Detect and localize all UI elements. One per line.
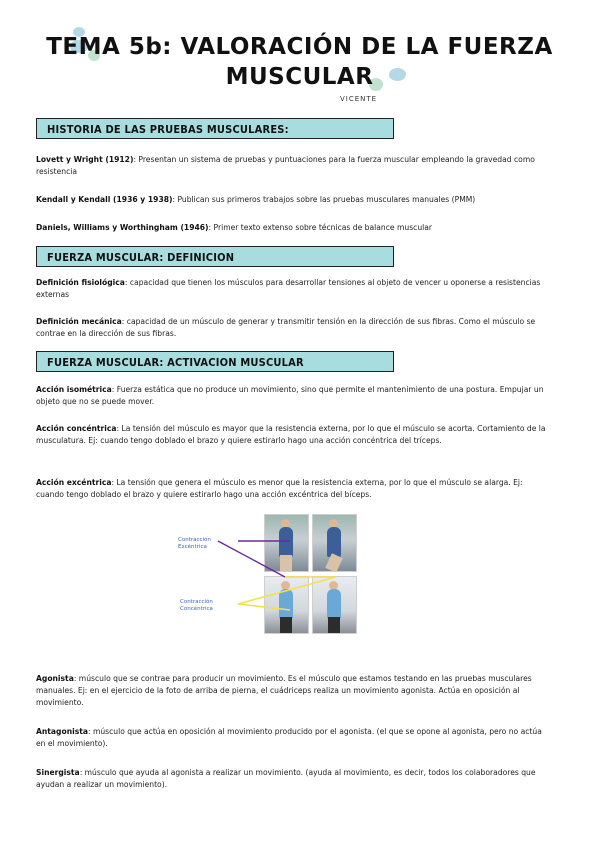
item-term: Sinergista	[36, 768, 80, 777]
item-term: Definición fisiológica	[36, 278, 125, 287]
item-text: : Presentan un sistema de pruebas y puntuaciones para la fuerza muscular empleando la gravedad como resistencia	[36, 155, 535, 176]
item-term: Acción isométrica	[36, 385, 112, 394]
list-item	[36, 194, 548, 206]
item-text: : músculo que ayuda al agonista a realizar un movimiento. (ayuda al movimiento, es decir, todos los colaboradores que ayudan a realizar un movimiento).	[36, 768, 536, 789]
item-text: : capacidad que tienen los músculos para desarrollar tensiones al objeto de vencer u oponerse a resistencias externas	[36, 278, 541, 299]
figure-label-line: Concéntrica	[180, 606, 213, 612]
list-item	[36, 316, 548, 340]
list-item	[36, 423, 548, 447]
section-heading: FUERZA MUSCULAR: ACTIVACION MUSCULAR	[36, 351, 394, 372]
item-text: : La tensión del músculo es mayor que la resistencia externa, por lo que el músculo se acorta. Cortamiento de la musculatura. Ej: cuando tengo doblado el brazo y quiere estirarlo hago una acción concéntrica del tríceps.	[36, 424, 546, 445]
item-text: : músculo que actúa en oposición al movimiento producido por el agonista. (el que se opone al agonista, pero no actúa en el movimiento).	[36, 727, 542, 748]
contraction-figure	[178, 512, 378, 634]
item-term: Kendall y Kendall (1936 y 1938)	[36, 195, 173, 204]
list-item	[36, 726, 548, 750]
item-term: Acción concéntrica	[36, 424, 117, 433]
connector-line	[238, 577, 336, 604]
item-term: Definición mecánica	[36, 317, 122, 326]
item-text: : músculo que se contrae para producir un movimiento. Es el músculo que estamos testando en las pruebas musculares manuales. Ej: en el ejercicio de la foto de arriba de pierna, el cuádriceps realiza un movimiento agonista. Actúa en oposición al movimiento.	[36, 674, 532, 707]
item-text: : capacidad de un músculo de generar y transmitir tensión en la dirección de sus fibras. Como el músculo se contrae en la dirección de sus fibras.	[36, 317, 536, 338]
section-heading: FUERZA MUSCULAR: DEFINICION	[36, 246, 394, 267]
figure-connector-lines	[178, 512, 378, 634]
figure-label-line: Excéntrica	[178, 544, 207, 550]
item-term: Antagonista	[36, 727, 88, 736]
list-item	[36, 154, 548, 178]
list-item	[36, 277, 548, 301]
item-text: : Primer texto extenso sobre técnicas de balance muscular	[208, 223, 433, 232]
item-term: Agonista	[36, 674, 74, 683]
item-text: : Publican sus primeros trabajos sobre las pruebas musculares manuales (PMM)	[172, 195, 476, 204]
list-item	[36, 384, 548, 408]
item-text: : La tensión que genera el músculo es menor que la resistencia externa, por lo que el músculo se alarga. Ej: cuando tengo doblado el brazo y quiere estirarlo hago una acción excéntrica del bíceps.	[36, 478, 523, 499]
section-heading: HISTORIA DE LAS PRUEBAS MUSCULARES:	[36, 118, 394, 139]
item-text: : Fuerza estática que no produce un movimiento, sino que permite el mantenimiento de una postura. Empujar un objeto que no se puede mover.	[36, 385, 544, 406]
list-item	[36, 477, 548, 501]
item-term: Lovett y Wright (1912)	[36, 155, 134, 164]
list-item	[36, 673, 548, 709]
author: VICENTE	[340, 95, 378, 103]
item-term: Daniels, Williams y Worthingham (1946)	[36, 223, 209, 232]
figure-label-line: Contracción	[178, 537, 211, 543]
connector-line	[218, 541, 285, 577]
item-term: Acción excéntrica	[36, 478, 112, 487]
list-item	[36, 767, 548, 791]
connector-line	[238, 604, 290, 610]
page-title-line2: MUSCULAR	[225, 64, 374, 90]
figure-label-line: Contracción	[180, 599, 213, 605]
list-item	[36, 222, 548, 234]
page-title: TEMA 5b: VALORACIÓN DE LA FUERZA	[46, 34, 553, 60]
